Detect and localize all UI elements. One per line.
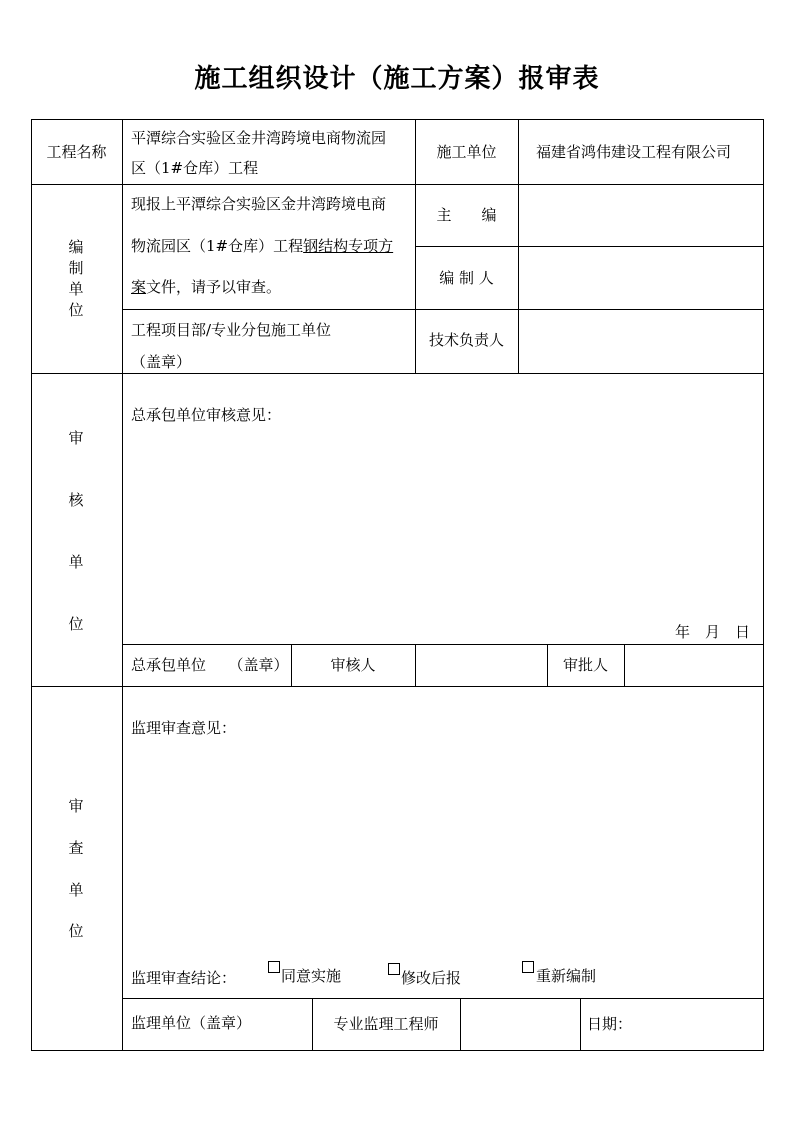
report-text-line3 — [131, 277, 281, 297]
supervision-conclusion-label: 监理审查结论： — [131, 969, 237, 987]
review-unit-char: 位 — [68, 615, 84, 633]
supervision-opinion-label: 监理审查意见： — [131, 719, 237, 737]
revise-checkbox[interactable] — [388, 963, 400, 975]
dept-line1: 工程项目部/专业分包施工单位 — [131, 321, 332, 339]
dept-line2: （盖章） — [131, 353, 192, 371]
compile-unit-char: 编 — [68, 238, 84, 256]
table-border-top — [31, 119, 764, 120]
divider — [31, 184, 764, 185]
page-title: 施工组织设计（施工方案）报审表 — [194, 64, 600, 94]
approve-option-label: 同意实施 — [281, 967, 342, 985]
divider — [460, 998, 461, 1051]
recompile-option-label: 重新编制 — [536, 967, 597, 985]
editor-label: 编 制 人 — [439, 269, 494, 287]
divider — [122, 998, 764, 999]
construction-unit-value: 福建省鸿伟建设工程有限公司 — [536, 143, 732, 161]
approver-label: 审批人 — [562, 656, 608, 674]
report-text-line3-b: 文件，请予以审查。 — [146, 278, 282, 296]
review-unit-char: 核 — [68, 491, 84, 509]
chief-editor-label: 主 编 — [436, 206, 497, 224]
report-text-line1: 现报上平潭综合实验区金井湾跨境电商 — [131, 195, 387, 213]
compile-unit-char: 制 — [68, 259, 84, 277]
project-name-label: 工程名称 — [46, 143, 107, 161]
supervision-date-label: 日期： — [587, 1015, 633, 1033]
supervision-engineer-label: 专业监理工程师 — [333, 1015, 439, 1033]
review-date-label: 年 月 日 — [675, 623, 751, 641]
report-text-line2-a: 物流园区（1#仓库）工程 — [131, 237, 304, 255]
divider — [31, 373, 764, 374]
report-text-line2-b: 钢结构专项方 — [303, 237, 394, 255]
supervision-unit-char: 位 — [68, 922, 84, 940]
contractor-unit-label: 总承包单位 （盖章） — [131, 656, 289, 674]
approve-checkbox[interactable] — [268, 961, 280, 973]
table-border-bottom — [31, 1050, 764, 1051]
divider — [31, 686, 764, 687]
supervision-unit-char: 查 — [68, 839, 84, 857]
project-name-line2: 区（1#仓库）工程 — [131, 159, 259, 177]
compile-unit-char: 单 — [68, 280, 84, 298]
divider — [122, 644, 764, 645]
tech-lead-label: 技术负责人 — [428, 331, 504, 349]
compile-unit-char: 位 — [68, 301, 84, 319]
table-border-left — [31, 119, 32, 1051]
divider — [518, 119, 519, 374]
supervision-unit-char: 单 — [68, 881, 84, 899]
divider — [415, 644, 416, 687]
divider — [122, 119, 123, 1051]
revise-option-label: 修改后报 — [401, 969, 462, 987]
contractor-opinion-label: 总承包单位审核意见： — [131, 406, 282, 424]
review-unit-char: 审 — [68, 429, 84, 447]
review-unit-char: 单 — [68, 553, 84, 571]
divider — [415, 246, 764, 247]
supervision-unit-char: 审 — [68, 797, 84, 815]
supervision-unit-label: 监理单位（盖章） — [131, 1014, 252, 1032]
project-name-line1: 平潭综合实验区金井湾跨境电商物流园 — [131, 129, 387, 147]
reviewer-label: 审核人 — [330, 656, 376, 674]
construction-unit-label: 施工单位 — [436, 143, 497, 161]
divider — [624, 644, 625, 687]
divider — [580, 998, 581, 1051]
report-text-line2 — [131, 236, 393, 256]
report-text-line3-a: 案 — [131, 278, 147, 296]
divider — [122, 309, 764, 310]
recompile-checkbox[interactable] — [522, 961, 534, 973]
table-border-right — [763, 119, 764, 1051]
